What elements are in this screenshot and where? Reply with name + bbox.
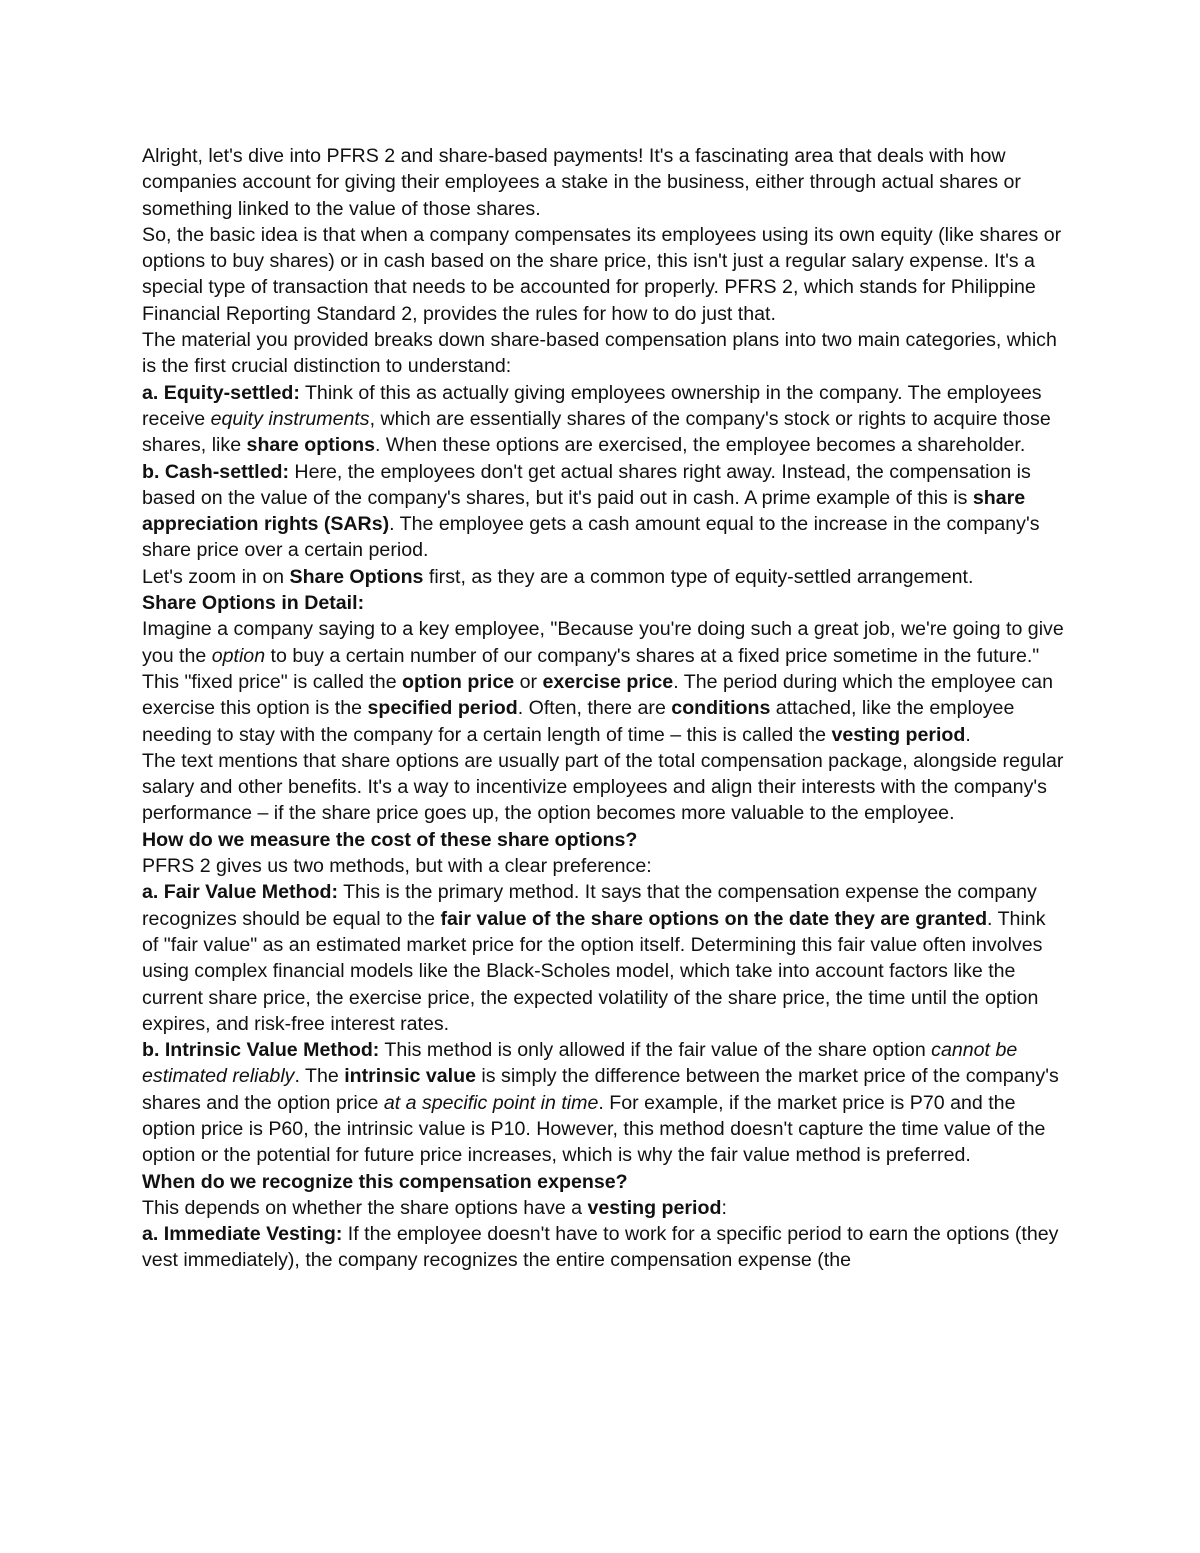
recognize-intro-paragraph [142, 1195, 1067, 1221]
measure-heading [142, 827, 1067, 853]
vesting-period-term: vesting period [587, 1196, 722, 1219]
immediate-vesting-paragraph [142, 1221, 1067, 1274]
recognize-intro-text: : [721, 1196, 727, 1219]
measure-intro-text: PFRS 2 gives us two methods, but with a clear preference: [142, 855, 652, 878]
fair-value-term: fair value of the share options on the date they are granted [440, 907, 988, 930]
measure-intro-paragraph [142, 853, 1067, 879]
detail-text: . The period during which the employee can exercise this option is the [142, 670, 1053, 720]
fair-value-label: a. Fair Value Method: [142, 881, 338, 904]
option-term: option [211, 644, 266, 667]
equity-settled-label: a. Equity-settled: [142, 381, 300, 404]
equity-settled-paragraph [142, 380, 1067, 459]
recognize-heading-text: When do we recognize this compensation expense? [142, 1170, 628, 1193]
detail-text: attached, like the employee needing to stay with the company for a certain length of time – this is called the [142, 697, 1015, 746]
detail-text: to buy a certain number of our company's shares at a fixed price sometime in the future." This "fixed price" is called the [142, 644, 1040, 693]
zoom-text: Let's zoom in on [142, 565, 290, 588]
basic-idea-text: So, the basic idea is that when a company compensates its employees using its own equity (like shares or options to buy shares) or in cash based on the share price, this isn't just a regular salary expense. It's a special type of transaction that needs to be accounted for properly. PFRS 2, which stands for Philippine Financial Reporting Standard 2, provides the rules for how to do just that. [142, 223, 1062, 325]
fair-value-text: This is the primary method. It says that the compensation expense the company recognizes should be equal to the [142, 881, 1037, 930]
compensation-package-text: The text mentions that share options are usually part of the total compensation package, alongside regular salary and other benefits. It's a way to incentivize employees and align their interests with the company's performance – if the share price goes up, the option becomes more valuable to the employee. [142, 749, 1064, 825]
equity-settled-text: Think of this as actually giving employees ownership in the company. The employees receive [142, 381, 1042, 430]
compensation-package-paragraph [142, 748, 1067, 827]
fair-value-paragraph [142, 879, 1067, 1037]
point-in-time-term: at a specific point in time [383, 1091, 599, 1114]
immediate-vesting-text: If the employee doesn't have to work for a specific period to earn the options (they vest immediately), the company recognizes the entire compensation expense (the [142, 1223, 1059, 1272]
intrinsic-value-paragraph [142, 1037, 1067, 1168]
share-options-term: Share Options [289, 565, 424, 588]
intrinsic-value-text: This method is only allowed if the fair value of the share option [379, 1039, 932, 1062]
zoom-text: first, as they are a common type of equity-settled arrangement. [423, 565, 974, 588]
fair-value-text: . Think of "fair value" as an estimated market price for the option itself. Determining this fair value often involves using complex financial models like the Black-Scholes model, which take into account factors like the current share price, the exercise price, the expected volatility of the share price, the time until the option expires, and risk-free interest rates. [142, 907, 1046, 1035]
cash-settled-text: . The employee gets a cash amount equal to the increase in the company's share price over a certain period. [142, 513, 1040, 562]
intrinsic-value-text: . For example, if the market price is P70 and the option price is P60, the intrinsic value is P10. However, this method doesn't capture the time value of the option or the potential for future price increases, which is why the fair value method is preferred. [142, 1091, 1046, 1167]
conditions-term: conditions [671, 697, 771, 720]
intro-paragraph [142, 143, 1067, 222]
detail-text: or [514, 670, 543, 693]
intrinsic-value-term: intrinsic value [344, 1065, 476, 1088]
cash-settled-text: Here, the employees don't get actual shares right away. Instead, the compensation is based on the value of the company's shares, but it's paid out in cash. A prime example of this is [142, 460, 1031, 509]
measure-heading-text: How do we measure the cost of these share options? [142, 828, 638, 851]
share-options-detail-paragraph [142, 616, 1067, 747]
exercise-price-term: exercise price [542, 670, 674, 693]
intrinsic-value-label: b. Intrinsic Value Method: [142, 1039, 380, 1062]
specified-period-term: specified period [367, 697, 518, 720]
document-body [142, 143, 1067, 1274]
intrinsic-value-text: . The [294, 1065, 345, 1088]
share-options-term: share options [246, 434, 376, 457]
zoom-paragraph [142, 564, 1067, 590]
intro-text: Alright, let's dive into PFRS 2 and share-based payments! It's a fascinating area that deals with how companies account for giving their employees a stake in the business, either through actual shares or something linked to the value of those shares. [142, 145, 1021, 220]
categories-intro-paragraph [142, 327, 1067, 380]
sars-term: share appreciation rights (SARs) [142, 486, 1026, 536]
cannot-be-estimated-term: cannot be estimated reliably [142, 1039, 1018, 1088]
share-options-heading-text: Share Options in Detail: [142, 592, 365, 615]
detail-text: Imagine a company saying to a key employee, "Because you're doing such a great job, we're going to give you the [142, 618, 1064, 667]
equity-settled-text: . When these options are exercised, the employee becomes a shareholder. [375, 434, 1026, 457]
basic-idea-paragraph [142, 222, 1067, 327]
vesting-period-term: vesting period [831, 723, 966, 746]
cash-settled-paragraph [142, 459, 1067, 564]
equity-settled-text: , which are essentially shares of the company's stock or rights to acquire those shares, like [142, 407, 1051, 457]
option-price-term: option price [402, 670, 515, 693]
detail-text: . [965, 723, 971, 746]
categories-intro-text: The material you provided breaks down share-based compensation plans into two main categories, which is the first crucial distinction to understand: [142, 329, 1057, 378]
recognize-intro-text: This depends on whether the share options have a [142, 1196, 588, 1219]
recognize-heading [142, 1169, 1067, 1195]
intrinsic-value-text: is simply the difference between the market price of the company's shares and the option price [142, 1065, 1059, 1114]
immediate-vesting-label: a. Immediate Vesting: [142, 1223, 343, 1246]
cash-settled-label: b. Cash-settled: [142, 460, 289, 483]
equity-instruments-term: equity instruments [210, 407, 370, 430]
detail-text: . Often, there are [517, 697, 672, 720]
share-options-heading [142, 590, 1067, 616]
